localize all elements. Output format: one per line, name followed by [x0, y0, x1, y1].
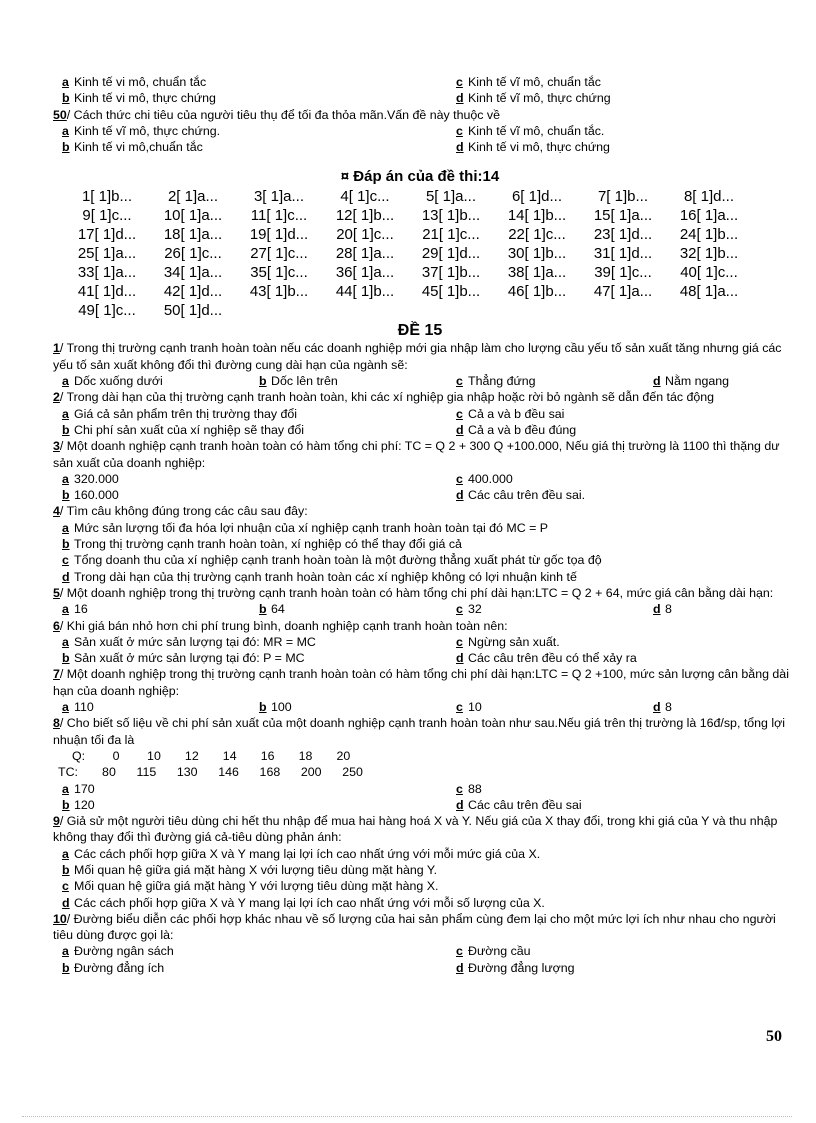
option: d Đường đẳng lượng — [456, 960, 575, 975]
answer-key-item: 38[ 1]a... — [507, 264, 567, 282]
answer-key-item: 49[ 1]c... — [78, 302, 136, 320]
answer-key-item: 29[ 1]d... — [421, 245, 481, 263]
option-row — [50, 536, 790, 552]
option: b Trong thị trường cạnh tranh hoàn toàn, xí nghiệp có thể thay đổi giá cả — [62, 537, 462, 552]
option: d 8 — [653, 700, 672, 715]
option-row — [50, 781, 790, 797]
answer-key-item: 43[ 1]b... — [249, 283, 309, 301]
exam-title: ĐỀ 15 — [397, 322, 443, 340]
question-text: 2/ Trong dài hạn của thị trường cạnh tranh hoàn toàn, khi các xí nghiệp gia nhập hoặc rời bỏ ngành sẽ dẫn đến tác động — [53, 390, 715, 405]
answer-key-item: 3[ 1]a... — [253, 188, 305, 206]
answer-key-item: 22[ 1]c... — [508, 226, 566, 244]
option: d 8 — [653, 602, 672, 617]
question-text: 5/ Một doanh nghiệp trong thị trường cạnh tranh hoàn toàn có hàm tổng chi phí dài hạn:LTC = Q 2 + 64, mức giá cân bằng dài hạn: — [53, 585, 774, 600]
question-text: 6/ Khi giá bán nhỏ hơn chi phí trung bình, doanh nghiệp cạnh tranh hoàn toàn nên: — [53, 618, 508, 633]
answer-key-item: 37[ 1]b... — [421, 264, 481, 282]
answer-key-item: 23[ 1]d... — [593, 226, 653, 244]
answer-key-item: 11[ 1]c... — [250, 207, 308, 225]
option: b 100 — [259, 700, 292, 715]
answer-key-item: 24[ 1]b... — [679, 226, 739, 244]
option-row — [50, 960, 790, 976]
answer-key-item: 20[ 1]c... — [336, 226, 394, 244]
question-text: 7/ Một doanh nghiệp trong thị trường cạnh tranh hoàn toàn có hàm tổng chi phí dài hạn:LTC = Q 2 +100, mức sản lượng cân bằng dài hạn của doanh nghiệp: — [53, 667, 789, 698]
option: b Dốc lên trên — [259, 374, 338, 389]
option-row — [50, 422, 790, 438]
option: c 400.000 — [456, 471, 513, 486]
answer-key-item: 12[ 1]b... — [335, 207, 395, 225]
answer-key-item: 21[ 1]c... — [422, 226, 480, 244]
option: b Kinh tế vi mô, thực chứng — [62, 91, 216, 106]
question-text: 50/ Cách thức chi tiêu của người tiêu thụ để tối đa thỏa mãn.Vấn đề này thuộc về — [53, 107, 500, 122]
option-row — [50, 846, 790, 862]
option: b 160.000 — [62, 488, 119, 503]
question-text: 8/ Cho biết số liệu về chi phí sản xuất của một doanh nghiệp cạnh tranh hoàn toàn như sau.Nếu giá trên thị trường là 16đ/sp, tổng lợi nhuận tối đa là — [53, 716, 786, 747]
prev-exam-section — [50, 74, 790, 976]
answer-key-item: 33[ 1]a... — [77, 264, 137, 282]
option: a Đường ngân sách — [62, 944, 174, 959]
option: c Mối quan hệ giữa giá mặt hàng Y với lượng tiêu dùng mặt hàng X. — [62, 879, 439, 894]
answer-key-item: 1[ 1]b... — [81, 188, 133, 206]
option-row — [50, 650, 790, 666]
option-row — [50, 862, 790, 878]
option: c Kinh tế vĩ mô, chuẩn tắc. — [456, 123, 605, 138]
option-row — [50, 471, 790, 487]
answer-key-item: 8[ 1]d... — [683, 188, 735, 206]
answer-key-item: 27[ 1]c... — [250, 245, 308, 263]
answer-key-item: 18[ 1]a... — [163, 226, 223, 244]
answer-key-item: 42[ 1]d... — [163, 283, 223, 301]
option: c Đường cầu — [456, 944, 531, 959]
option-row — [50, 520, 790, 536]
option: a Kinh tế vĩ mô, thực chứng. — [62, 123, 221, 138]
option: b 64 — [259, 602, 285, 617]
option: b Chi phí sản xuất của xí nghiệp sẽ thay đổi — [62, 422, 305, 437]
option: c Ngừng sản xuất. — [456, 634, 560, 649]
option: d Cả a và b đều đúng — [456, 422, 577, 437]
answer-key-item: 26[ 1]c... — [164, 245, 222, 263]
answer-key-item: 15[ 1]a... — [593, 207, 653, 225]
answer-key-item: 40[ 1]c... — [680, 264, 738, 282]
answer-key-item: 41[ 1]d... — [77, 283, 137, 301]
answer-key-item: 9[ 1]c... — [82, 207, 132, 225]
option-row — [50, 895, 790, 911]
page-number: 50 — [766, 1028, 782, 1045]
answer-key-item: 35[ 1]c... — [250, 264, 308, 282]
answer-key-item: 19[ 1]d... — [249, 226, 309, 244]
option: a 320.000 — [62, 471, 119, 486]
option-row — [50, 699, 790, 715]
answer-key-item: 16[ 1]a... — [679, 207, 739, 225]
option: d Các câu trên đều sai. — [456, 488, 586, 503]
answer-key-item: 10[ 1]a... — [163, 207, 223, 225]
option: a Mức sản lượng tối đa hóa lợi nhuận của xí nghiệp cạnh tranh hoàn toàn tại đó MC = P — [62, 520, 549, 535]
answer-key-item: 46[ 1]b... — [507, 283, 567, 301]
option-row — [50, 373, 790, 389]
answer-key-item: 31[ 1]d... — [593, 245, 653, 263]
question-text: 3/ Một doanh nghiệp cạnh tranh hoàn toàn có hàm tổng chi phí: TC = Q 2 + 300 Q +100.000, Nếu giá thị trường là 1100 thì thặng dư sản xuất của doanh nghiệp: — [53, 439, 780, 470]
option: a 170 — [62, 781, 95, 796]
question-text: 10/ Đường biểu diễn các phối hợp khác nhau về số lượng của hai sản phẩm cùng đem lại cho một mức lợi ích như nhau cho người tiêu dùng được gọi là: — [53, 911, 776, 943]
option-row — [50, 878, 790, 894]
option-row — [50, 552, 790, 568]
answer-key-item: 50[ 1]d... — [163, 302, 223, 320]
option-row — [50, 797, 790, 813]
option: a 110 — [62, 700, 94, 715]
option-row — [50, 123, 790, 139]
option: b Đường đẳng ích — [62, 960, 165, 975]
option: d Nằm ngang — [653, 374, 730, 389]
option: a Các cách phối hợp giữa X và Y mang lại lợi ích cao nhất ứng với mỗi mức giá của X. — [62, 846, 541, 861]
answer-key-item: 39[ 1]c... — [594, 264, 652, 282]
answer-key-item: 36[ 1]a... — [335, 264, 395, 282]
answer-key-item: 47[ 1]a... — [593, 283, 653, 301]
option: a Dốc xuống dưới — [62, 374, 163, 389]
option: d Các câu trên đều sai — [456, 797, 582, 812]
option: c Tổng doanh thu của xí nghiệp cạnh tranh hoàn toàn là một đường thẳng xuất phát từ gốc tọa độ — [62, 553, 602, 568]
option-row — [50, 634, 790, 650]
answer-key-item: 25[ 1]a... — [77, 245, 137, 263]
option-row — [50, 569, 790, 585]
option-row — [50, 487, 790, 503]
answer-key-item: 48[ 1]a... — [679, 283, 739, 301]
answer-key-item: 2[ 1]a... — [167, 188, 219, 206]
option: c 88 — [456, 781, 482, 796]
option: b Sản xuất ở mức sản lượng tại đó: P = MC — [62, 651, 305, 666]
option: b 120 — [62, 797, 95, 812]
answer-key-grid — [64, 187, 790, 320]
option: a Sản xuất ở mức sản lượng tại đó: MR = MC — [62, 634, 316, 649]
option-row — [50, 406, 790, 422]
option: c 32 — [456, 602, 482, 617]
page-divider — [22, 1116, 792, 1117]
option-row — [50, 74, 790, 90]
option-row — [50, 90, 790, 106]
option: c Thẳng đứng — [456, 374, 536, 389]
option: d Kinh tế vi mô, thực chứng — [456, 140, 610, 155]
answer-key-item: 14[ 1]b... — [507, 207, 567, 225]
option-row — [50, 943, 790, 959]
option: a Giá cả sản phẩm trên thị trường thay đổi — [62, 406, 298, 421]
option-row — [50, 139, 790, 155]
answer-key-item: 30[ 1]b... — [507, 245, 567, 263]
answer-key-item: 13[ 1]b... — [421, 207, 481, 225]
option: c 10 — [456, 700, 482, 715]
answer-key-item: 28[ 1]a... — [335, 245, 395, 263]
option: b Mối quan hệ giữa giá mặt hàng X với lượng tiêu dùng mặt hàng Y. — [62, 862, 438, 877]
answer-key-item: 45[ 1]b... — [421, 283, 481, 301]
answer-key-item: 6[ 1]d... — [511, 188, 563, 206]
option: c Kinh tế vĩ mô, chuẩn tắc — [456, 75, 601, 89]
q-row: Q: 0 10 12 14 16 18 20 — [72, 748, 351, 763]
option: b Kinh tế vi mô,chuẩn tắc — [62, 140, 203, 155]
answer-key-item: 44[ 1]b... — [335, 283, 395, 301]
option: d Các câu trên đều có thể xảy ra — [456, 651, 637, 666]
option-row — [50, 601, 790, 617]
answer-key-item: 4[ 1]c... — [340, 188, 390, 206]
option: a 16 — [62, 602, 88, 617]
answer-key-item: 5[ 1]a... — [425, 188, 477, 206]
answer-key-item: 32[ 1]b... — [679, 245, 739, 263]
option: a Kinh tế vi mô, chuẩn tắc — [62, 75, 207, 89]
answer-key-item: 34[ 1]a... — [163, 264, 223, 282]
answer-key-item: 17[ 1]d... — [77, 226, 137, 244]
option: d Trong dài hạn của thị trường cạnh tranh hoàn toàn các xí nghiệp không có lợi nhuận kinh tế — [62, 569, 577, 584]
question-text: 1/ Trong thị trường cạnh tranh hoàn toàn nếu các doanh nghiệp mới gia nhập làm cho lượng cầu yếu tố sản xuất tăng nhưng giá các yếu tố sản xuất không đổi thì đường cung dài hạn của ngành sẽ: — [53, 341, 782, 372]
answer-key-title: ¤ Đáp án của đề thi:14 — [340, 168, 500, 186]
question-text: 9/ Giả sử một người tiêu dùng chi hết thu nhập để mua hai hàng hoá X và Y. Nếu giá của X thay đổi, trong khi giá của Y và thu nhập không thay đổi thì đường giá cả-tiêu dùng phản ánh: — [53, 814, 778, 845]
answer-key-item: 7[ 1]b... — [597, 188, 649, 206]
option: c Cả a và b đều sai — [456, 406, 565, 421]
option: d Kinh tế vĩ mô, thực chứng — [456, 91, 611, 106]
tc-row: TC: 80 115 130 146 168 200 250 — [58, 765, 363, 780]
question-text: 4/ Tìm câu không đúng trong các câu sau đây: — [53, 504, 308, 519]
option: d Các cách phối hợp giữa X và Y mang lại lợi ích cao nhất ứng với mỗi số lượng của X. — [62, 895, 545, 910]
